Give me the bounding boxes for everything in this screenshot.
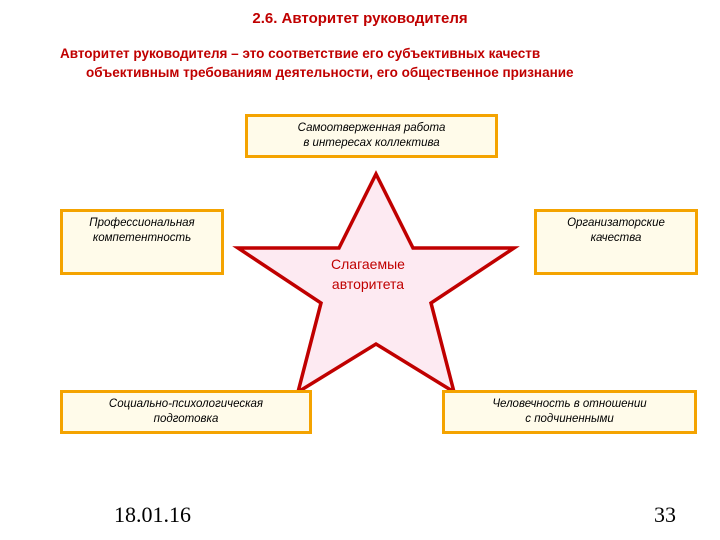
definition-line-2: объективным требованиям деятельности, его общественное признание (86, 65, 574, 80)
box-socio-psychological-training (60, 390, 312, 434)
star-label-line-2: авторитета (331, 276, 405, 292)
box-professional-competence-line-1: Профессиональная (89, 217, 195, 229)
page-number: 33 (654, 502, 676, 527)
box-humanity-towards-subordinates-line-2: с подчиненными (525, 413, 614, 425)
star-label-line-1: Слагаемые (331, 256, 405, 272)
box-selfless-work-line-1: Самоотверженная работа (297, 122, 446, 134)
box-organizational-qualities (534, 209, 698, 275)
box-selfless-work-line-2: в интересах коллектива (303, 137, 440, 149)
definition-line-1: Авторитет руководителя – это соответствие его субъективных качеств (60, 46, 541, 61)
footer-date: 18.01.16 (114, 502, 191, 527)
box-humanity-towards-subordinates (442, 390, 697, 434)
slide-title: 2.6. Авторитет руководителя (252, 10, 468, 27)
box-humanity-towards-subordinates-line-1: Человечность в отношении (492, 398, 647, 410)
box-professional-competence-line-2: компетентность (92, 232, 192, 244)
box-organizational-qualities-line-1: Организаторские (567, 217, 665, 229)
box-organizational-qualities-line-2: качества (590, 232, 642, 244)
box-socio-psychological-training-line-1: Социально-психологическая (108, 398, 264, 410)
box-socio-psychological-training-line-2: подготовка (153, 413, 219, 425)
box-professional-competence (60, 209, 224, 275)
box-selfless-work (245, 114, 498, 158)
